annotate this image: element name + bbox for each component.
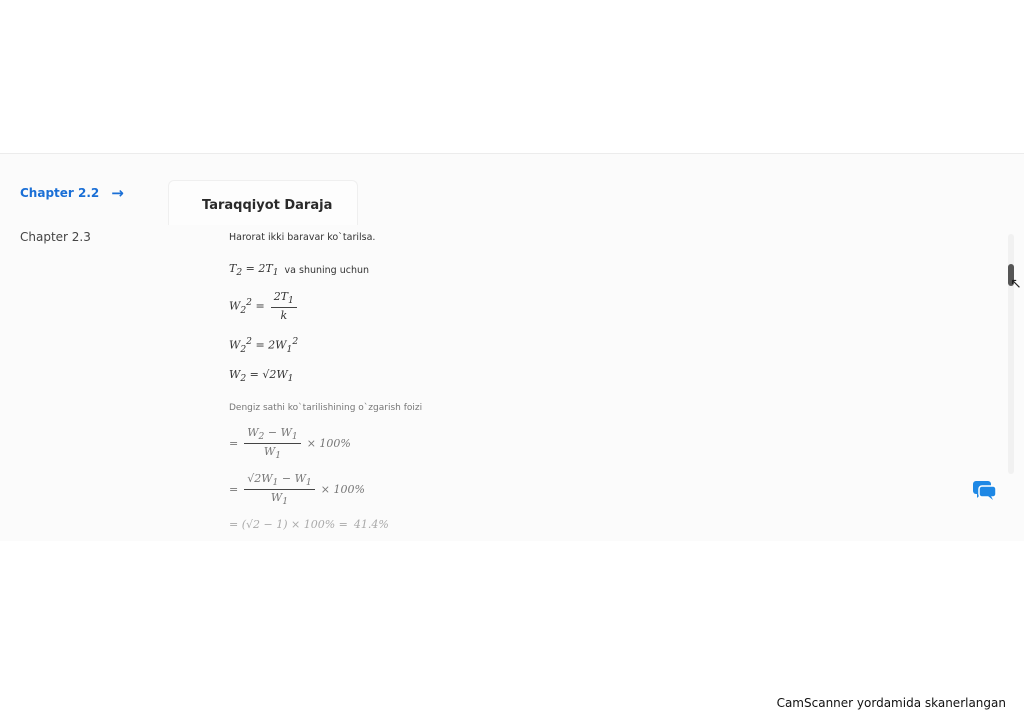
- equation-1-text: va shuning uchun: [284, 264, 370, 276]
- sidebar-item-label: Chapter 2.2: [20, 186, 100, 200]
- equation-2: $W_2^2$ = $\frac{2T_1}{k}$: [229, 290, 297, 322]
- equation-4: $W_2 = √2W_1$: [229, 368, 294, 385]
- scanner-watermark: CamScanner yordamida skanerlangan: [776, 696, 1006, 710]
- result-value: 41.4%: [353, 518, 389, 531]
- vertical-scrollbar[interactable]: [1008, 234, 1014, 474]
- screenshot-area: [0, 153, 1024, 541]
- sidebar-item-chapter-2-2[interactable]: [20, 184, 124, 202]
- intro-text: Harorat ikki baravar ko`tarilsa.: [229, 232, 376, 243]
- equation-3: $W_2^2 = 2W_1^2$: [229, 336, 299, 355]
- sidebar-item-label: Chapter 2.3: [20, 230, 91, 244]
- equation-6: = $\frac{√2W_1 - W_1}{W_1}$ × 100%: [229, 472, 365, 508]
- equation-7: = (√2 − 1) × 100% = 41.4%: [229, 518, 389, 531]
- equation-1: $T_2 = 2T_1$ va shuning uchun: [229, 262, 370, 279]
- mouse-cursor-icon: ↖: [1010, 276, 1022, 292]
- section-heading: Dengiz sathi ko`tarilishining o`zgarish foizi: [229, 403, 423, 413]
- chapter-sidebar: [0, 154, 160, 541]
- card-title: Taraqqiyot Daraja: [202, 198, 333, 213]
- chat-icon[interactable]: [973, 481, 997, 501]
- right-arrow-icon: →: [111, 184, 124, 202]
- equation-5: = $\frac{W_2 - W_1}{W_1}$ × 100%: [229, 426, 351, 462]
- sidebar-item-chapter-2-3[interactable]: [20, 230, 91, 244]
